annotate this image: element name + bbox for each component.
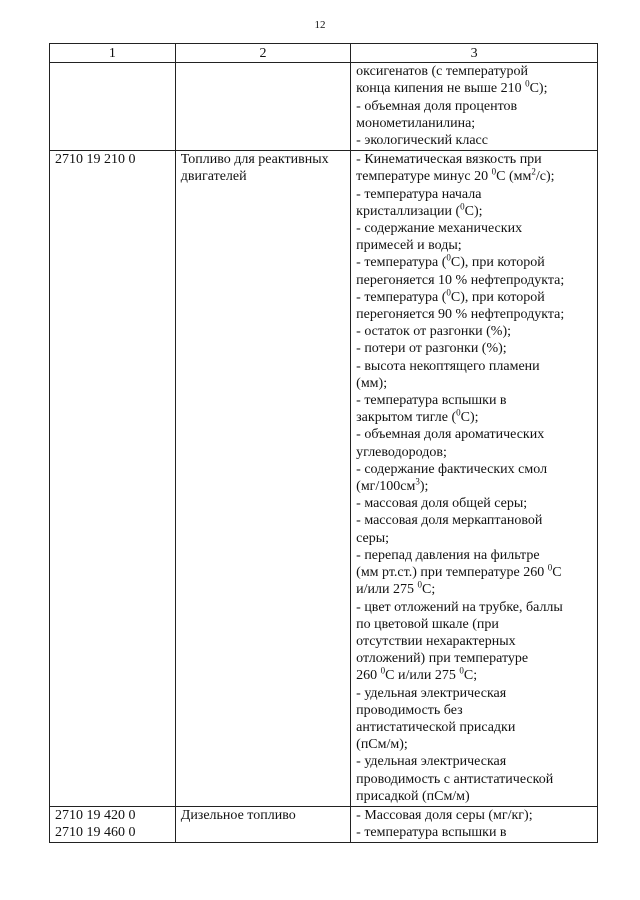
parameter-line: перегоняется 10 % нефтепродукта; bbox=[356, 272, 565, 288]
product-name-cell bbox=[175, 63, 350, 151]
parameter-line: серы; bbox=[356, 530, 390, 546]
parameter-line: углеводородов; bbox=[356, 444, 447, 460]
parameter-line: монометиланилина; bbox=[356, 115, 476, 131]
parameter-line: проводимость с антистатической bbox=[356, 771, 554, 787]
parameter-line: $(мг/100см^3)$; bbox=[356, 476, 429, 495]
parameter-line: конца кипения не выше 210 $^0$С); bbox=[356, 78, 548, 97]
parameter-line: кристаллизации ($^0$С); bbox=[356, 201, 483, 219]
parameter-line: отсутствии нехарактерных bbox=[356, 633, 516, 649]
table-row bbox=[50, 63, 598, 151]
parameter-line: - массовая доля общей серы; bbox=[356, 496, 528, 512]
product-name-cell bbox=[175, 151, 350, 807]
parameter-line: оксигенатов (с температурой bbox=[356, 64, 529, 80]
parameter-line: перегоняется 90 % нефтепродукта; bbox=[356, 307, 565, 323]
parameter-line: - температура ($^0$С), при которой bbox=[356, 252, 545, 271]
parameter-line: - объемная доля процентов bbox=[356, 98, 518, 114]
parameters-cell bbox=[351, 806, 598, 842]
parameters-cell bbox=[351, 63, 598, 151]
parameter-line: - содержание фактических смол bbox=[356, 461, 548, 477]
parameter-line: - экологический класс bbox=[356, 133, 488, 149]
header-cell-3: 3 bbox=[351, 44, 598, 63]
parameter-line: отложений) при температуре bbox=[356, 651, 529, 667]
parameter-line: примесей и воды; bbox=[356, 238, 462, 254]
parameter-line: и/или 275 $^0$С; bbox=[356, 579, 436, 598]
parameter-line: антистатической присадки bbox=[356, 719, 516, 735]
parameter-line: проводимость без bbox=[356, 702, 463, 718]
document-table bbox=[49, 43, 598, 843]
tariff-code: 2710 19 420 0 bbox=[55, 807, 136, 823]
parameter-line: - температура вспышки в bbox=[356, 825, 507, 841]
code-cell bbox=[50, 63, 176, 151]
header-cell-2: 2 bbox=[175, 44, 350, 63]
parameter-line: - цвет отложений на трубке, баллы bbox=[356, 599, 563, 615]
parameter-line: 260 $^0$С и/или 275 $^0$С; bbox=[356, 665, 478, 684]
header-cell-1: 1 bbox=[50, 44, 176, 63]
table-row bbox=[50, 806, 598, 842]
parameter-line: (мм); bbox=[356, 375, 388, 391]
tariff-code: 2710 19 460 0 bbox=[55, 825, 136, 841]
parameter-line: - перепад давления на фильтре bbox=[356, 547, 540, 563]
parameter-line: температуре минус 20 $^0$С $(мм^2/с)$; bbox=[356, 166, 555, 185]
parameter-line: - остаток от разгонки (%); bbox=[356, 324, 511, 340]
parameters-cell bbox=[351, 151, 598, 807]
parameter-line: - потери от разгонки (%); bbox=[356, 341, 507, 357]
product-name: Дизельное топливо bbox=[180, 807, 296, 823]
parameter-line: по цветовой шкале (при bbox=[356, 616, 499, 632]
parameter-line: - содержание механических bbox=[356, 221, 523, 237]
parameter-line: - Кинематическая вязкость при bbox=[356, 152, 542, 168]
product-name-cell bbox=[175, 806, 350, 842]
tariff-code: 2710 19 210 0 bbox=[55, 152, 136, 168]
parameter-line: - объемная доля ароматических bbox=[356, 427, 545, 443]
table-row bbox=[50, 151, 598, 807]
product-name: Топливо для реактивных двигателей bbox=[180, 152, 329, 185]
parameter-line: - Массовая доля серы (мг/кг); bbox=[356, 807, 533, 823]
parameter-line: - удельная электрическая bbox=[356, 685, 507, 701]
parameter-line: - температура ($^0$С), при которой bbox=[356, 287, 545, 305]
parameter-line: закрытом тигле ($^0$С); bbox=[356, 407, 479, 426]
parameter-line: присадкой (пСм/м) bbox=[356, 788, 470, 804]
parameter-line: (пСм/м); bbox=[356, 737, 408, 753]
code-cell bbox=[50, 806, 176, 842]
parameter-line: - высота некоптящего пламени bbox=[356, 358, 540, 374]
code-cell bbox=[50, 151, 176, 807]
parameter-line: - температура вспышки в bbox=[356, 393, 507, 409]
header-row bbox=[50, 44, 598, 63]
page-number: 12 bbox=[314, 19, 326, 31]
parameter-line: - температура начала bbox=[356, 186, 482, 202]
parameter-line: - массовая доля меркаптановой bbox=[356, 513, 543, 529]
parameter-line: (мм рт.ст.) при температуре 260 $^0$С bbox=[356, 562, 562, 581]
parameter-line: - удельная электрическая bbox=[356, 754, 507, 770]
